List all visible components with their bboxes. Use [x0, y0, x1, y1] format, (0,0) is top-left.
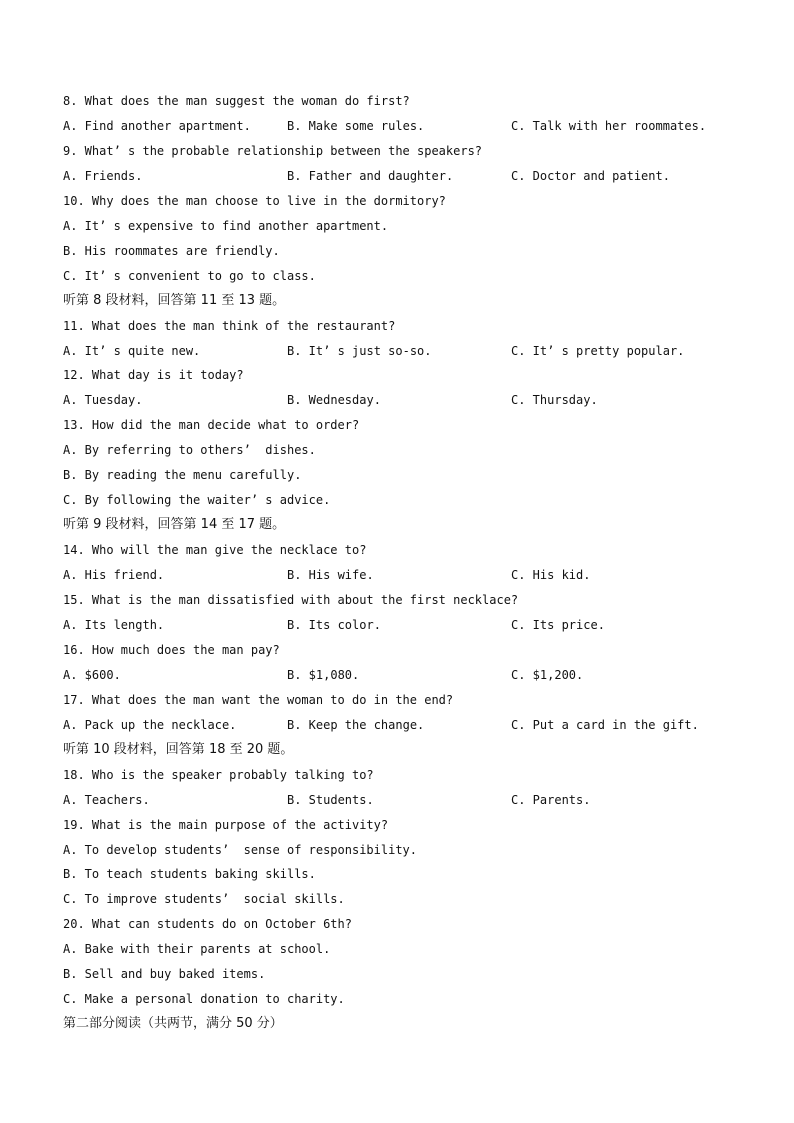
option-b: B. Father and daughter. — [287, 169, 454, 183]
option-b: B. Keep the change. — [287, 718, 425, 732]
question-line: 16. How much does the man pay? — [63, 643, 280, 657]
option-a: A. Friends. — [63, 169, 143, 183]
question-line: 18. Who is the speaker probably talking to? — [63, 768, 374, 782]
option-b: B. It’ s just so-so. — [287, 344, 432, 358]
question-line: 12. What day is it today? — [63, 368, 244, 382]
option-c: C. Parents. — [511, 793, 591, 807]
question-line: B. His roommates are friendly. — [63, 244, 280, 258]
option-c: C. Talk with her roommates. — [511, 119, 707, 133]
question-line: C. It’ s convenient to go to class. — [63, 269, 316, 283]
option-b: B. Wednesday. — [287, 393, 381, 407]
option-b: B. His wife. — [287, 568, 374, 582]
option-a: A. Its length. — [63, 618, 165, 632]
question-line: 14. Who will the man give the necklace to? — [63, 543, 367, 557]
question-line: 9. What’ s the probable relationship between the speakers? — [63, 144, 483, 158]
section-heading: 第二部分阅读（共两节，满分 50 分） — [63, 1016, 283, 1031]
option-b: B. Its color. — [287, 618, 381, 632]
option-c: C. Doctor and patient. — [511, 169, 670, 183]
question-line: 15. What is the man dissatisfied with about the first necklace? — [63, 593, 519, 607]
question-line: 10. Why does the man choose to live in the dormitory? — [63, 194, 446, 208]
question-line: 11. What does the man think of the restaurant? — [63, 319, 396, 333]
question-line: B. Sell and buy baked items. — [63, 967, 266, 981]
option-b: B. $1,080. — [287, 668, 360, 682]
section-heading: 听第 8 段材料，回答第 11 至 13 题。 — [63, 293, 286, 308]
option-b: B. Make some rules. — [287, 119, 425, 133]
question-line: 13. How did the man decide what to order? — [63, 418, 360, 432]
option-b: B. Students. — [287, 793, 374, 807]
option-a: A. $600. — [63, 668, 121, 682]
question-line: A. Bake with their parents at school. — [63, 942, 331, 956]
option-a: A. Pack up the necklace. — [63, 718, 237, 732]
option-c: C. Its price. — [511, 618, 605, 632]
option-c: C. $1,200. — [511, 668, 584, 682]
question-line: 17. What does the man want the woman to do in the end? — [63, 693, 454, 707]
option-a: A. It’ s quite new. — [63, 344, 201, 358]
question-line: B. By reading the menu carefully. — [63, 468, 302, 482]
question-line: B. To teach students baking skills. — [63, 867, 316, 881]
question-line: 8. What does the man suggest the woman do first? — [63, 94, 410, 108]
question-line: A. To develop students’ sense of responsibility. — [63, 843, 418, 857]
question-line: 19. What is the main purpose of the activity? — [63, 818, 389, 832]
question-line: A. By referring to others’ dishes. — [63, 443, 316, 457]
section-heading: 听第 10 段材料，回答第 18 至 20 题。 — [63, 742, 294, 757]
option-c: C. Thursday. — [511, 393, 598, 407]
option-c: C. Put a card in the gift. — [511, 718, 699, 732]
question-line: C. To improve students’ social skills. — [63, 892, 345, 906]
section-heading: 听第 9 段材料，回答第 14 至 17 题。 — [63, 517, 286, 532]
question-line: C. By following the waiter’ s advice. — [63, 493, 331, 507]
option-a: A. His friend. — [63, 568, 165, 582]
option-c: C. It’ s pretty popular. — [511, 344, 685, 358]
option-a: A. Tuesday. — [63, 393, 143, 407]
option-a: A. Teachers. — [63, 793, 150, 807]
question-line: C. Make a personal donation to charity. — [63, 992, 345, 1006]
question-line: A. It’ s expensive to find another apartment. — [63, 219, 389, 233]
option-c: C. His kid. — [511, 568, 591, 582]
question-line: 20. What can students do on October 6th? — [63, 917, 352, 931]
option-a: A. Find another apartment. — [63, 119, 251, 133]
